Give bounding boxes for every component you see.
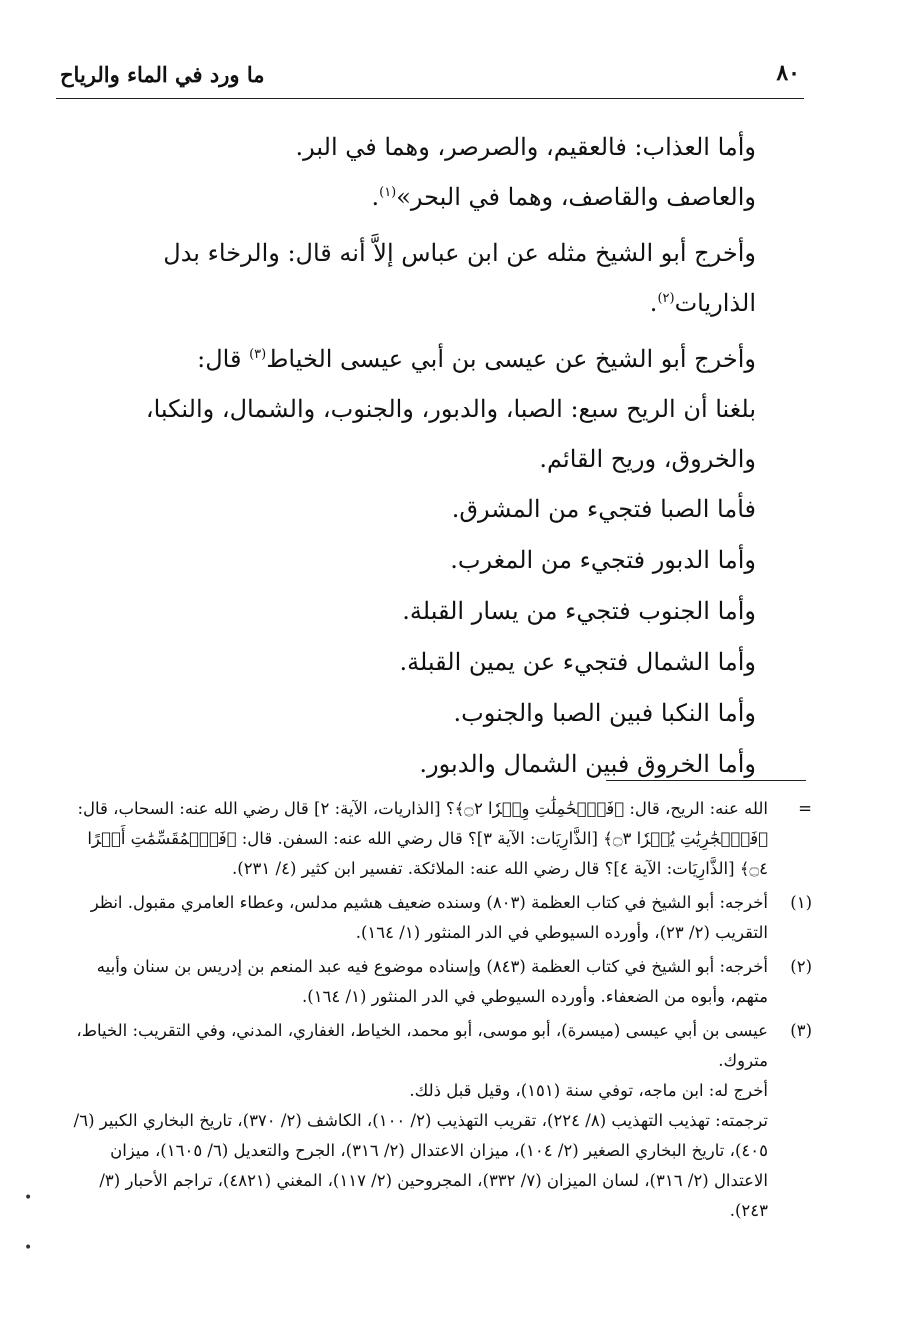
- wind-list: [62, 484, 808, 790]
- list-item: وأما الشمال فتجيء عن يمين القبلة.: [399, 648, 756, 676]
- footnote-2: [70, 952, 816, 1012]
- paragraph: وأما العذاب: فالعقيم، والصرصر، وهما في البر.: [295, 133, 756, 161]
- footnote-3: [70, 1016, 816, 1226]
- footnote-text: أخرجه: أبو الشيخ في كتاب العظمة (٨٤٣) وإسناده موضوع فيه عبد المنعم بن إدريس بن سنان وأبيه متهم، وأبوه من الضعفاء. وأورده السيوطي في الدر المنثور (١/ ١٦٤).: [96, 957, 768, 1006]
- footnote-text: الله عنه: الريح، قال: ﴿فَٱلۡحَٰمِلَٰتِ وِقۡرٗا ۝٢﴾؟ [الذاريات، الآية: ٢] قال رضي الله عنه: السحاب، قال: ﴿فَٱلۡجَٰرِيَٰتِ يُسۡرٗا ۝٣﴾ [الذَّارِيَات: الآية ٣]؟ قال رضي الله عنه: السفن. قال: ﴿فَٱلۡمُقَسِّمَٰتِ أَمۡرًا ۝٤﴾ [الذَّارِيَات: الآية ٤]؟ قال رضي الله عنه: الملائكة. تفسير ابن كثير (٤/ ٢٣١).: [77, 799, 768, 878]
- footnotes: [70, 794, 816, 1226]
- page-number: ٨٠: [776, 60, 800, 86]
- margin-dot: •: [24, 1240, 33, 1256]
- footnote-number: (١): [790, 893, 812, 912]
- paragraph: بلغنا أن الريح سبع: الصبا، والدبور، والجنوب، والشمال، والنكبا، والخروق، وريح القائم.: [145, 395, 756, 473]
- footnote-ref[interactable]: (١): [379, 185, 397, 200]
- footnote-number: (٢): [790, 957, 812, 976]
- footnote-text: ترجمته: تهذيب التهذيب (٨/ ٢٢٤)، تقريب التهذيب (٢/ ١٠٠)، الكاشف (٢/ ٣٧٠)، تاريخ البخاري الكبير (٦/ ٤٠٥)، تاريخ البخاري الصغير (٢/ ١٠٤)، ميزان الاعتدال (٢/ ٣١٦)، الجرح والتعديل (٦/ ١٦٠٥)، ميزان الاعتدال (٢/ ٣١٦)، لسان الميزان (٧/ ٣٣٢)، المجروحين (٢/ ١١٧)، المغني (٤٨٢١)، تراجم الأحبار (٣/ ٢٤٣).: [73, 1111, 768, 1220]
- footnote-text: عيسى بن أبي عيسى (ميسرة)، أبو موسى، أبو محمد، الخياط، الغفاري، المدني، وفي التقريب: الخياط، متروك.: [76, 1021, 768, 1070]
- list-item: وأما الجنوب فتجيء من يسار القبلة.: [402, 597, 756, 625]
- list-item: وأما النكبا فبين الصبا والجنوب.: [453, 699, 756, 727]
- footnote-divider: [606, 780, 806, 781]
- footnote-ref[interactable]: (٣): [249, 347, 267, 362]
- footnote-text: أخرجه: أبو الشيخ في كتاب العظمة (٨٠٣) وسنده ضعيف هشيم مدلس، وعطاء العامري مقبول. انظر التقريب (٢/ ٢٣)، وأورده السيوطي في الدر المنثور (١/ ١٦٤).: [90, 893, 768, 942]
- footnote-1: [70, 888, 816, 948]
- list-item: وأما الدبور فتجيء من المغرب.: [450, 546, 756, 574]
- paragraph: وأخرج أبو الشيخ عن عيسى بن أبي عيسى الخياط$^{(٣)}$ قال:: [197, 345, 756, 373]
- paragraph: والعاصف والقاصف، وهما في البحر»$^{(١)}$.: [371, 183, 756, 211]
- footnote-text: أخرج له: ابن ماجه، توفي سنة (١٥١)، وقيل قبل ذلك.: [409, 1081, 768, 1100]
- page-header: [56, 56, 804, 99]
- running-title: ما ورد في الماء والرياح: [60, 62, 265, 87]
- main-text: [62, 122, 808, 790]
- margin-dot: •: [24, 1190, 33, 1206]
- paragraph: وأخرج أبو الشيخ مثله عن ابن عباس إلاَّ أنه قال: والرخاء بدل الذاريات$^{(٢)}$.: [163, 239, 756, 317]
- footnote-continued: [70, 794, 816, 884]
- footnote-ref[interactable]: (٢): [657, 291, 675, 306]
- footnote-number: (٣): [790, 1021, 812, 1040]
- continuation-mark: =: [798, 799, 812, 818]
- list-item: فأما الصبا فتجيء من المشرق.: [451, 495, 756, 523]
- list-item: وأما الخروق فبين الشمال والدبور.: [419, 750, 756, 778]
